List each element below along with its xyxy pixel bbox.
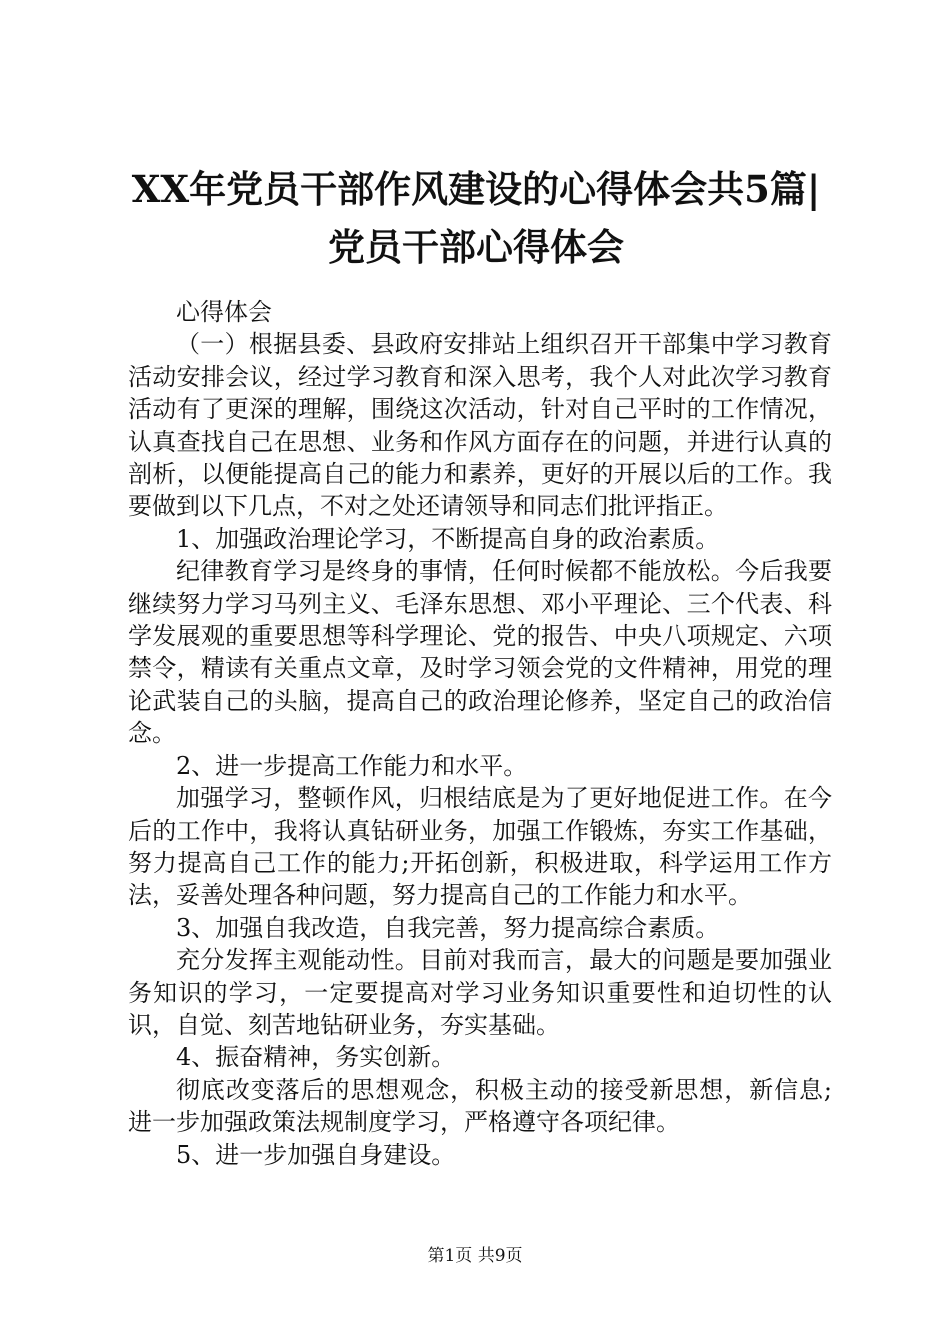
paragraph-point-3-detail: 充分发挥主观能动性。目前对我而言，最大的问题是要加强业务知识的学习，一定要提高对学习业务知识重要性和迫切性的认识，自觉、刻苦地钻研业务，夯实基础。 [128, 946, 832, 1039]
paragraph-point-3: 3、加强自我改造，自我完善，努力提高综合素质。 [176, 913, 720, 942]
paragraph-point-1: 1、加强政治理论学习，不断提高自身的政治素质。 [176, 524, 720, 553]
paragraph-heading: 心得体会 [176, 298, 272, 326]
document-body [128, 296, 832, 1171]
paragraph-point-1-detail: 纪律教育学习是终身的事情，任何时候都不能放松。今后我要继续努力学习马列主义、毛泽东思想、邓小平理论、三个代表、科学发展观的重要思想等科学理论、党的报告、中央八项规定、六项禁令，精读有关重点文章，及时学习领会党的文件精神，用党的理论武装自己的头脑，提高自己的政治理论修养，坚定自己的政治信念。 [128, 557, 832, 748]
paragraph-intro: （一）根据县委、县政府安排站上组织召开干部集中学习教育活动安排会议，经过学习教育和深入思考，我个人对此次学习教育活动有了更深的理解，围绕这次活动，针对自己平时的工作情况，认真查找自己在思想、业务和作风方面存在的问题，并进行认真的剖析，以便能提高自己的能力和素养，更好的开展以后的工作。我要做到以下几点，不对之处还请领导和同志们批评指正。 [128, 330, 832, 521]
document-title: XX年党员干部作风建设的心得体会共5篇|党员干部心得体会 [131, 167, 821, 269]
paragraph-point-2-detail: 加强学习，整顿作风，归根结底是为了更好地促进工作。在今后的工作中，我将认真钻研业务，加强工作锻炼，夯实工作基础，努力提高自己工作的能力;开拓创新，积极进取，科学运用工作方法，妥善处理各种问题，努力提高自己的工作能力和水平。 [128, 784, 832, 910]
page-number-footer: 第1页 共9页 [427, 1246, 523, 1266]
paragraph-point-2: 2、进一步提高工作能力和水平。 [176, 751, 528, 780]
paragraph-point-5: 5、进一步加强自身建设。 [176, 1140, 456, 1169]
paragraph-point-4: 4、振奋精神，务实创新。 [176, 1043, 456, 1072]
paragraph-point-4-detail: 彻底改变落后的思想观念，积极主动的接受新思想，新信息;进一步加强政策法规制度学习，严格遵守各项纪律。 [128, 1075, 832, 1137]
